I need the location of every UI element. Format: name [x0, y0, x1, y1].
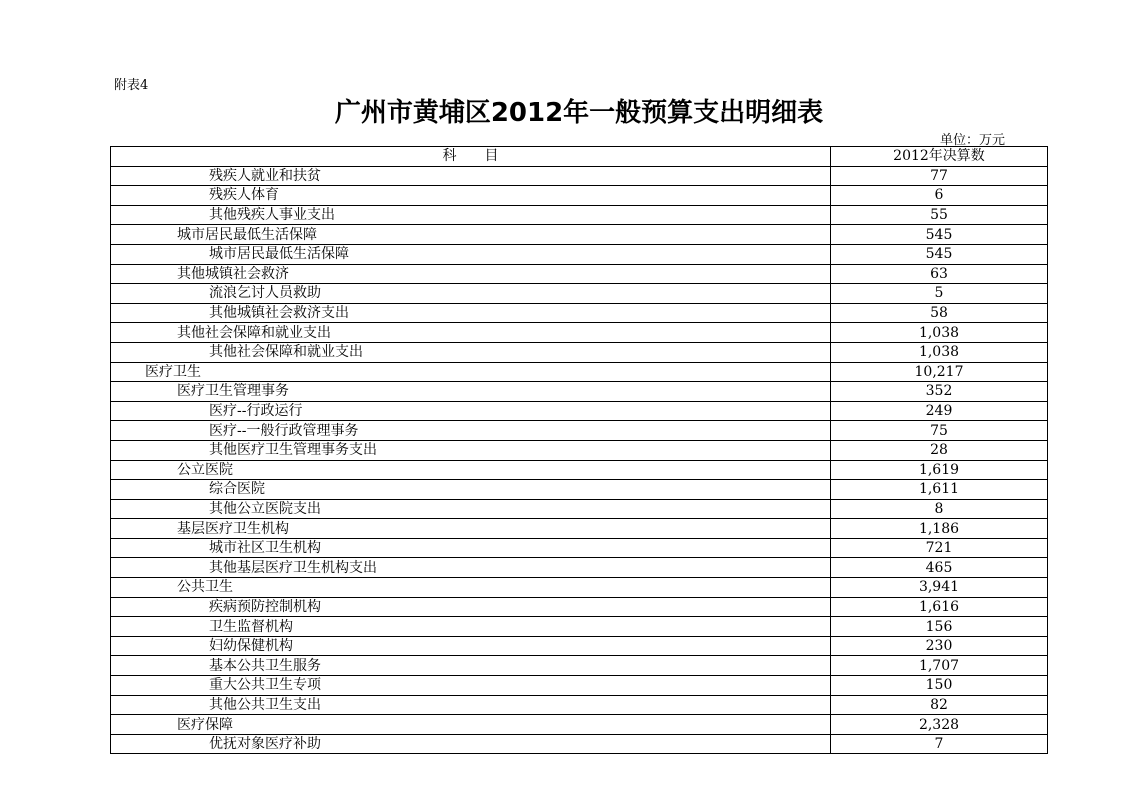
table-row — [111, 617, 1048, 637]
row-amount: 230 — [831, 636, 1048, 656]
table-body — [111, 166, 1048, 754]
row-amount: 465 — [831, 558, 1048, 578]
row-amount: 28 — [831, 440, 1048, 460]
row-amount: 1,616 — [831, 597, 1048, 617]
row-amount: 10,217 — [831, 362, 1048, 382]
table-row — [111, 186, 1048, 206]
table-row — [111, 715, 1048, 735]
table-row — [111, 421, 1048, 441]
header-subject: 科 目 — [111, 147, 831, 167]
row-amount: 8 — [831, 499, 1048, 519]
table-row — [111, 166, 1048, 186]
row-amount: 58 — [831, 303, 1048, 323]
row-amount: 63 — [831, 264, 1048, 284]
table-row — [111, 656, 1048, 676]
row-amount: 1,038 — [831, 323, 1048, 343]
row-amount: 150 — [831, 676, 1048, 696]
row-subject: 残疾人体育 — [111, 186, 831, 206]
table-row — [111, 323, 1048, 343]
row-amount: 75 — [831, 421, 1048, 441]
row-subject: 优抚对象医疗补助 — [111, 734, 831, 754]
row-subject: 医疗保障 — [111, 715, 831, 735]
annex-label: 附表4 — [114, 78, 149, 93]
row-amount: 721 — [831, 538, 1048, 558]
row-amount: 249 — [831, 401, 1048, 421]
table-header-row — [111, 147, 1048, 167]
budget-table — [110, 146, 1048, 754]
table-row — [111, 460, 1048, 480]
row-subject: 其他社会保障和就业支出 — [111, 323, 831, 343]
table-row — [111, 676, 1048, 696]
unit-label: 单位：万元 — [940, 133, 1006, 148]
table-row — [111, 695, 1048, 715]
table-row — [111, 225, 1048, 245]
row-amount: 7 — [831, 734, 1048, 754]
row-subject: 基层医疗卫生机构 — [111, 519, 831, 539]
row-amount: 1,619 — [831, 460, 1048, 480]
row-subject: 城市居民最低生活保障 — [111, 244, 831, 264]
row-subject: 公立医院 — [111, 460, 831, 480]
table-row — [111, 519, 1048, 539]
row-amount: 5 — [831, 284, 1048, 304]
table-row — [111, 205, 1048, 225]
row-amount: 2,328 — [831, 715, 1048, 735]
row-subject: 医疗卫生 — [111, 362, 831, 382]
table-row — [111, 734, 1048, 754]
row-amount: 55 — [831, 205, 1048, 225]
row-amount: 1,186 — [831, 519, 1048, 539]
row-amount: 1,611 — [831, 480, 1048, 500]
row-subject: 其他公立医院支出 — [111, 499, 831, 519]
row-subject: 医疗--一般行政管理事务 — [111, 421, 831, 441]
table-row — [111, 538, 1048, 558]
row-subject: 医疗--行政运行 — [111, 401, 831, 421]
table-row — [111, 401, 1048, 421]
table-row — [111, 264, 1048, 284]
row-amount: 545 — [831, 225, 1048, 245]
table-row — [111, 303, 1048, 323]
table-row — [111, 597, 1048, 617]
row-amount: 82 — [831, 695, 1048, 715]
table-row — [111, 382, 1048, 402]
row-subject: 医疗卫生管理事务 — [111, 382, 831, 402]
row-subject: 基本公共卫生服务 — [111, 656, 831, 676]
row-subject: 流浪乞讨人员救助 — [111, 284, 831, 304]
row-subject: 其他城镇社会救济支出 — [111, 303, 831, 323]
row-amount: 352 — [831, 382, 1048, 402]
table-row — [111, 342, 1048, 362]
table-row — [111, 284, 1048, 304]
row-amount: 77 — [831, 166, 1048, 186]
header-final-amount: 2012年决算数 — [831, 147, 1048, 167]
row-subject: 综合医院 — [111, 480, 831, 500]
table-row — [111, 362, 1048, 382]
row-amount: 3,941 — [831, 578, 1048, 598]
row-subject: 妇幼保健机构 — [111, 636, 831, 656]
row-subject: 其他公共卫生支出 — [111, 695, 831, 715]
table-row — [111, 636, 1048, 656]
row-subject: 其他医疗卫生管理事务支出 — [111, 440, 831, 460]
row-subject: 其他残疾人事业支出 — [111, 205, 831, 225]
row-subject: 卫生监督机构 — [111, 617, 831, 637]
table-row — [111, 244, 1048, 264]
row-subject: 其他基层医疗卫生机构支出 — [111, 558, 831, 578]
row-subject: 城市居民最低生活保障 — [111, 225, 831, 245]
table-row — [111, 558, 1048, 578]
row-subject: 公共卫生 — [111, 578, 831, 598]
row-subject: 其他社会保障和就业支出 — [111, 342, 831, 362]
row-subject: 残疾人就业和扶贫 — [111, 166, 831, 186]
row-amount: 6 — [831, 186, 1048, 206]
page-title: 广州市黄埔区2012年一般预算支出明细表 — [334, 98, 824, 128]
table-row — [111, 499, 1048, 519]
table-row — [111, 440, 1048, 460]
table-row — [111, 480, 1048, 500]
row-subject: 城市社区卫生机构 — [111, 538, 831, 558]
row-subject: 重大公共卫生专项 — [111, 676, 831, 696]
row-amount: 1,707 — [831, 656, 1048, 676]
row-amount: 1,038 — [831, 342, 1048, 362]
row-amount: 545 — [831, 244, 1048, 264]
row-subject: 其他城镇社会救济 — [111, 264, 831, 284]
row-amount: 156 — [831, 617, 1048, 637]
table-row — [111, 578, 1048, 598]
row-subject: 疾病预防控制机构 — [111, 597, 831, 617]
